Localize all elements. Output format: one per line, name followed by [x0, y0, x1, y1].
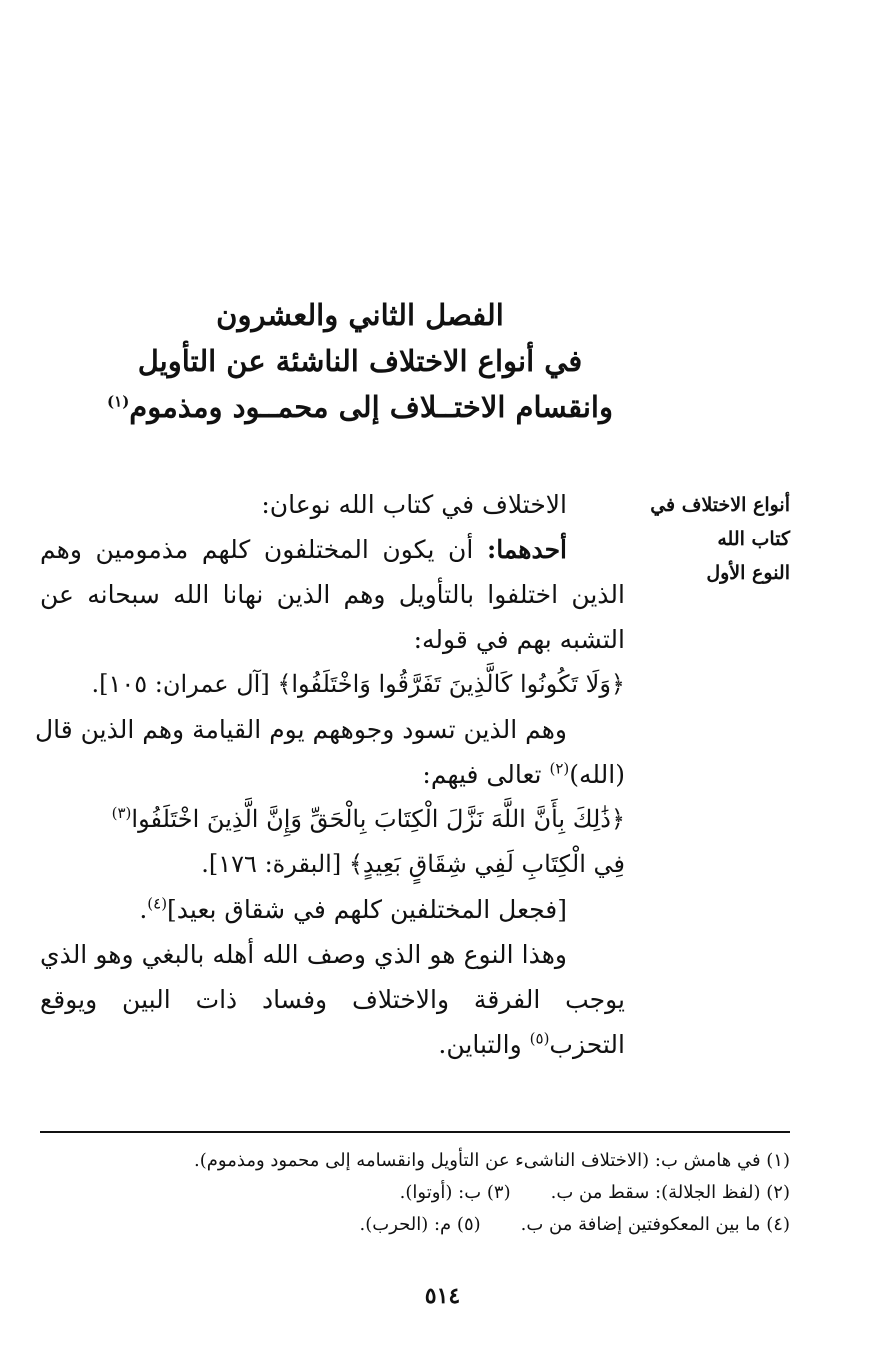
footnote-5: (٥) م: (الحرب). [359, 1214, 481, 1235]
footnote-marker-1: (١) [107, 392, 130, 411]
paragraph-second-text: تعالى فيهم: [422, 760, 550, 789]
paragraph-fourth-end: والتباين. [438, 1030, 530, 1059]
lead-word: أحدهما: [486, 535, 567, 564]
chapter-heading [80, 292, 640, 430]
page-number: ٥١٤ [424, 1283, 461, 1309]
chapter-subtitle-line-2 [80, 384, 640, 430]
quran-verse-2-line-1 [40, 797, 625, 842]
footnote-marker-3: (٣) [111, 804, 132, 822]
footnote-marker-2: (٢) [549, 759, 570, 778]
chapter-subtitle-text: وانقسام الاختــلاف إلى محمــود ومذموم [129, 390, 613, 424]
footnote-marker-4: (٤) [147, 894, 168, 913]
paragraph-fourth-line-3 [40, 1022, 625, 1067]
margin-note-line-2: كتاب الله [717, 528, 790, 550]
margin-note-line-1: أنواع الاختلاف في [650, 494, 790, 516]
bracketed-addition: [فجعل المختلفين كلهم في شقاق بعيد] [167, 895, 567, 924]
quran-verse-1: ﴿وَلَا تَكُونُوا كَالَّذِينَ تَفَرَّقُوا وَاخْتَلَفُوا﴾ [آل عمران: ١٠٥]. [91, 670, 625, 698]
quran-verse-2-line-2: فِي الْكِتَابِ لَفِي شِقَاقٍ بَعِيدٍ﴾ [البقرة: ١٧٦]. [201, 850, 625, 878]
margin-note-line-3: النوع الأول [706, 562, 790, 584]
paragraph-fourth-line-1: وهذا النوع هو الذي وصف الله أهله بالبغي وهو الذي [40, 940, 567, 969]
paragraph-fourth-text: التحزب [549, 1030, 625, 1059]
paragraph-first-type-text: أن يكون المختلفون كلهم مذمومين وهم [40, 535, 474, 564]
paragraph-intro: الاختلاف في كتاب الله نوعان: [261, 490, 567, 519]
paragraph-first-type-line-2: الذين اختلفوا بالتأويل وهم الذين نهانا الله سبحانه عن [40, 580, 625, 609]
paragraph-first-type-line-1 [40, 527, 625, 572]
paragraph-fourth-line-2: يوجب الفرقة والاختلاف وفساد ذات البين ويوقع [40, 985, 625, 1014]
chapter-subtitle-line-1: في أنواع الاختلاف الناشئة عن التأويل [137, 344, 583, 378]
footnote-row-2 [30, 1177, 790, 1209]
bracketed-word: (الله) [569, 760, 625, 789]
body-text [34, 482, 625, 1067]
paragraph-third [40, 887, 625, 932]
footnote-1: (١) في هامش ب: (الاختلاف الناشىء عن التأويل وانقسامه إلى محمود ومذموم). [194, 1150, 790, 1171]
footnote-3: (٣) ب: (أوتوا). [399, 1182, 511, 1203]
margin-notes [650, 488, 790, 590]
footnote-separator [40, 1131, 790, 1133]
paragraph-first-type-line-3: التشبه بهم في قوله: [413, 625, 625, 654]
footnote-marker-5: (٥) [529, 1029, 550, 1048]
chapter-title: الفصل الثاني والعشرون [216, 298, 504, 332]
paragraph-second-line-2 [40, 752, 625, 797]
paragraph-second-line-1: وهم الذين تسود وجوههم يوم القيامة وهم الذين قال [34, 715, 567, 744]
paragraph-third-end: . [139, 895, 148, 924]
quran-verse-2-text: ﴿ذَٰلِكَ بِأَنَّ اللَّهَ نَزَّلَ الْكِتَابَ بِالْحَقِّ وَإِنَّ الَّذِينَ اخْتَلَفُوا [131, 805, 625, 833]
footnote-2: (٢) (لفظ الجلالة): سقط من ب. [550, 1182, 790, 1203]
footnote-4: (٤) ما بين المعكوفتين إضافة من ب. [520, 1214, 790, 1235]
footnote-row-3 [30, 1209, 790, 1241]
footnotes [30, 1145, 790, 1241]
